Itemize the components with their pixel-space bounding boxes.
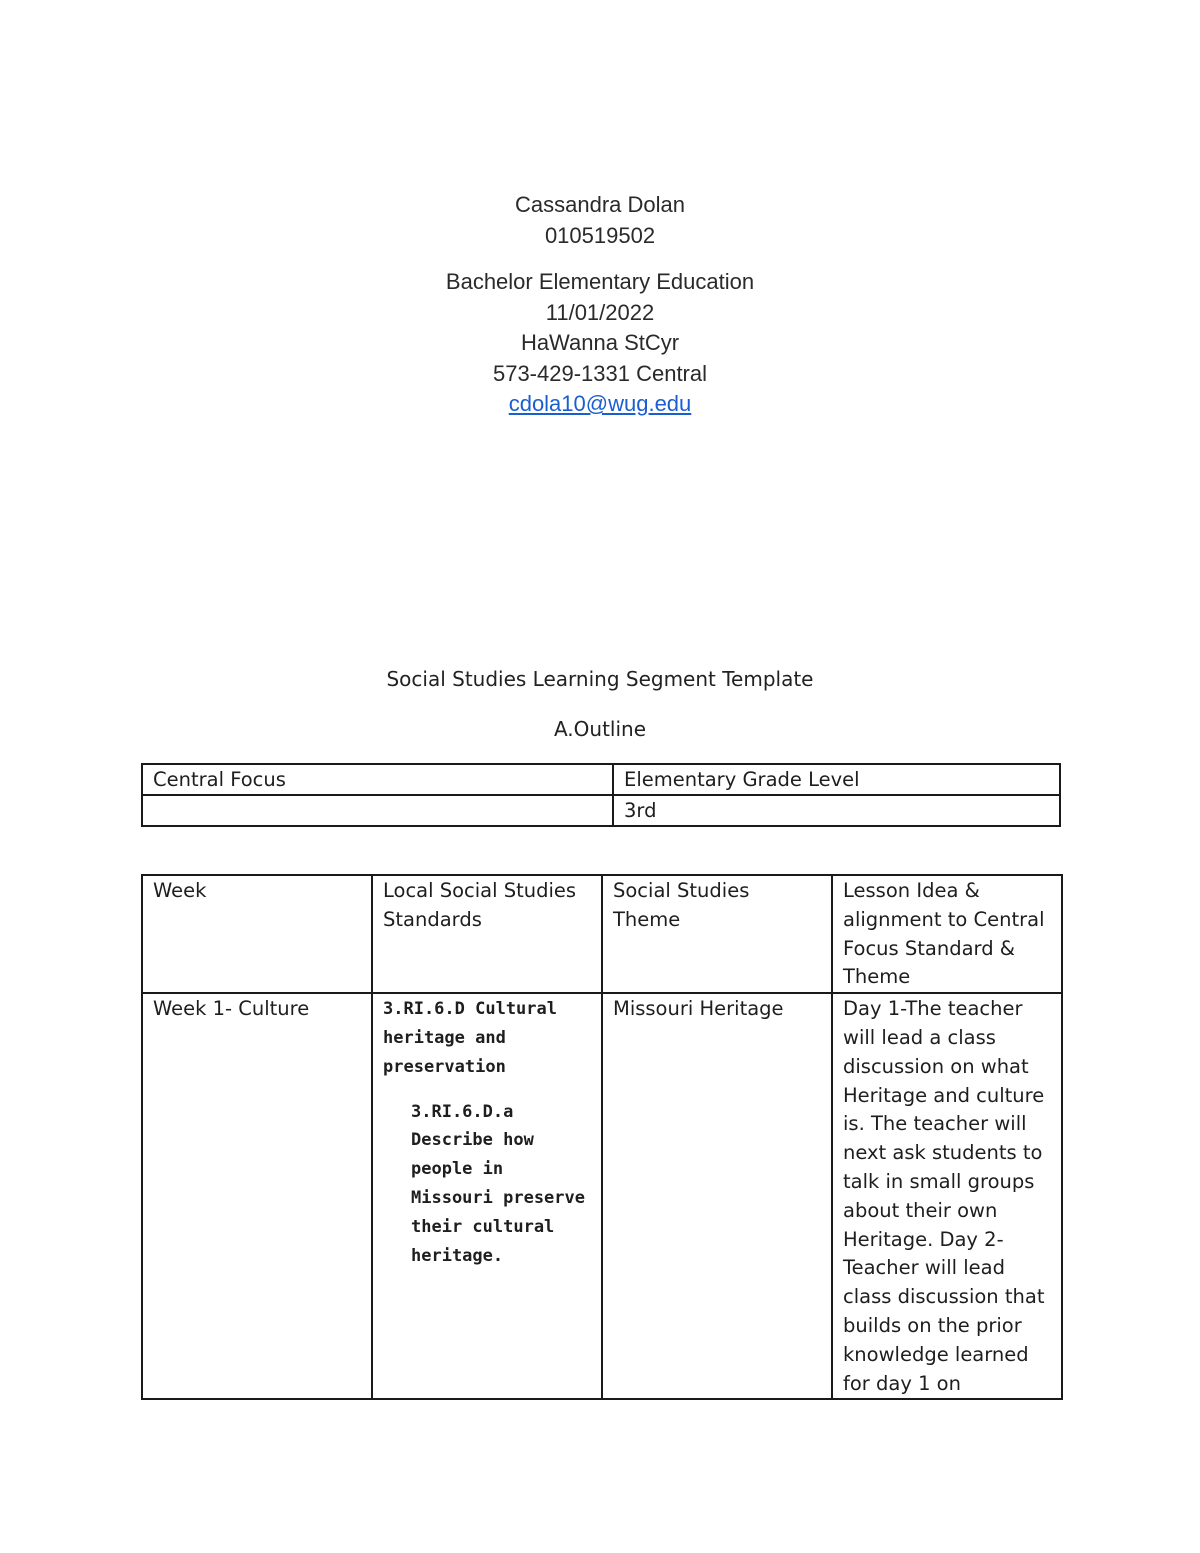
degree-program: Bachelor Elementary Education [445, 269, 755, 294]
standard-main: 3.RI.6.D Cultural heritage and preservation [383, 999, 557, 1077]
cell-week: Week 1- Culture [142, 993, 372, 1399]
focus-table [141, 763, 1061, 827]
focus-value-central-focus [142, 795, 613, 826]
supervisor-name: HaWanna StCyr [520, 330, 680, 355]
submission-date: 11/01/2022 [545, 299, 655, 325]
cell-standards [372, 993, 602, 1399]
focus-header-grade-level: Elementary Grade Level [613, 764, 1060, 795]
cover-block [0, 190, 1200, 420]
author-name: Cassandra Dolan [515, 192, 685, 217]
outline-table [141, 874, 1063, 1400]
focus-value-grade-level: 3rd [613, 795, 1060, 826]
email-link[interactable]: cdola10@wug.edu [508, 391, 692, 416]
template-title: Social Studies Learning Segment Template [386, 667, 814, 691]
header-theme: Social Studies Theme [602, 875, 832, 993]
phone-campus: 573-429-1331 Central [492, 360, 708, 386]
table-header-row [142, 875, 1062, 993]
header-standards: Local Social Studies Standards [372, 875, 602, 993]
standard-sub: 3.RI.6.D.a Describe how people in Missouri preserve their cultural heritage. [411, 1101, 585, 1266]
header-lesson: Lesson Idea & alignment to Central Focus Standard & Theme [832, 875, 1062, 993]
cell-lesson: Day 1-The teacher will lead a class discussion on what Heritage and culture is. The teacher will next ask students to talk in small groups about their own Heritage. Day 2- Teacher will lead class discussion that builds on the prior knowledge learned for day 1 on [832, 993, 1062, 1399]
header-week: Week [142, 875, 372, 993]
student-id: 010519502 [544, 222, 656, 248]
section-title: A.Outline [553, 717, 647, 741]
table-row [142, 993, 1062, 1399]
cell-theme: Missouri Heritage [602, 993, 832, 1399]
focus-header-central-focus: Central Focus [142, 764, 613, 795]
